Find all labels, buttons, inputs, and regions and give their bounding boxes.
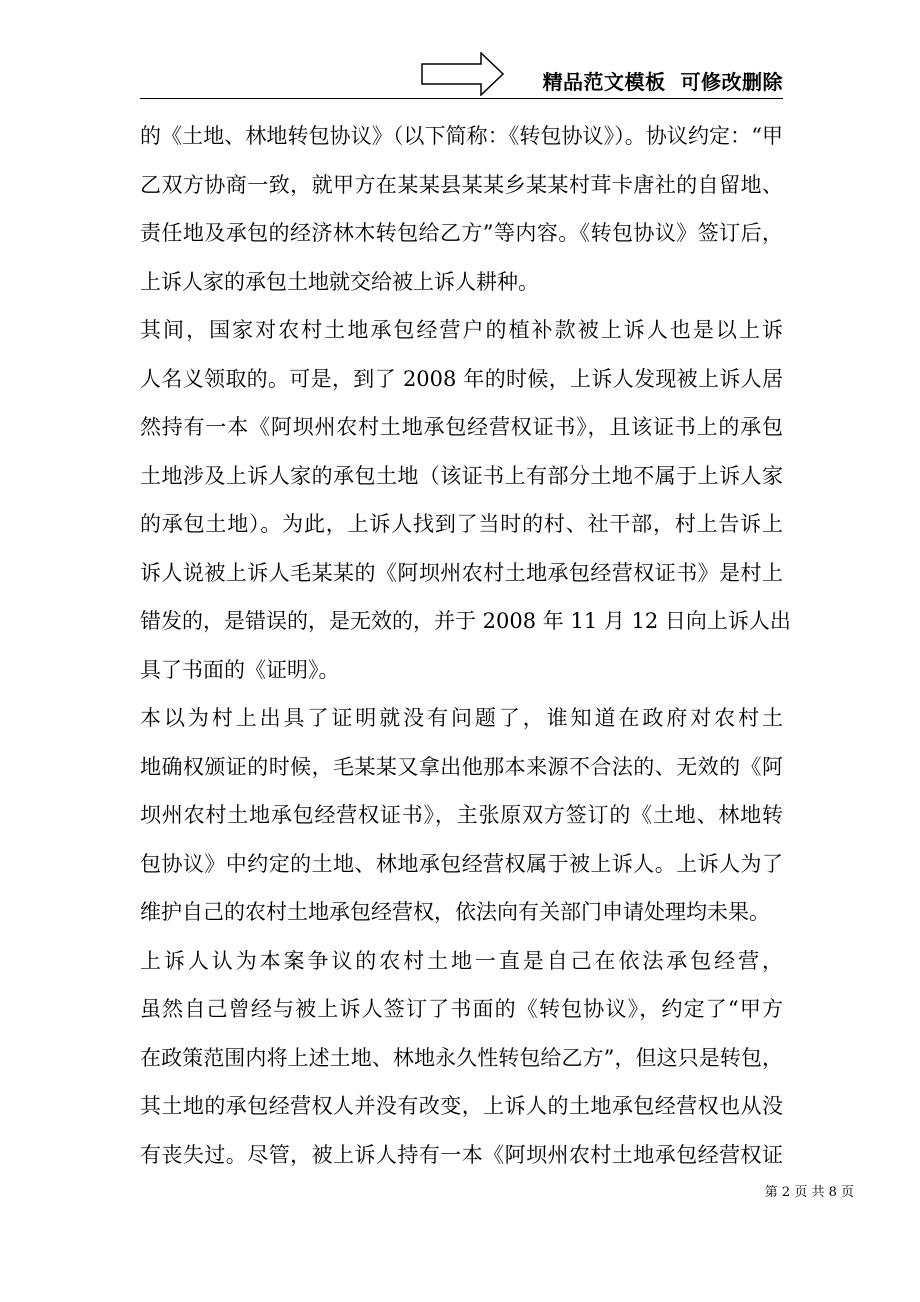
text-line: 维护自己的农村土地承包经营权，依法向有关部门申请处理均未果。 bbox=[140, 900, 770, 924]
text-line: 坝州农村土地承包经营权证书》，主张原双方签订的《土地、林地转 bbox=[140, 803, 783, 827]
text-line: 虽然自己曾经与被上诉人签订了书面的《转包协议》，约定了“甲方 bbox=[140, 997, 783, 1021]
text-line: 土地涉及上诉人家的承包土地（该证书上有部分土地不属于上诉人家 bbox=[140, 463, 783, 488]
header-title: 精品范文模板 可修改删除 bbox=[542, 70, 783, 94]
text-line: 有丧失过。尽管，被上诉人持有一本《阿坝州农村土地承包经营权证 bbox=[140, 1142, 783, 1167]
text-line: 本以为村上出具了证明就没有问题了，谁知道在政府对农村土 bbox=[140, 706, 783, 730]
text-line: 的《土地、林地转包协议》（以下简称：《转包协议》）。协议约定：“甲 bbox=[140, 124, 783, 148]
text-line: 上诉人家的承包土地就交给被上诉人耕种。 bbox=[140, 269, 539, 294]
text-line: 乙双方协商一致，就甲方在某某县某某乡某某村茸卡唐社的自留地、 bbox=[140, 172, 783, 197]
page-number: 第 2 页 共 8 页 bbox=[764, 1185, 854, 1200]
text-line: 包协议》中约定的土地、林地承包经营权属于被上诉人。上诉人为了 bbox=[140, 851, 783, 876]
text-line: 上诉人认为本案争议的农村土地一直是自己在依法承包经营， bbox=[140, 948, 783, 973]
page-header bbox=[140, 48, 783, 100]
text-line: 其土地的承包经营权人并没有改变，上诉人的土地承包经营权也从没 bbox=[140, 1094, 783, 1118]
text-line: 然持有一本《阿坝州农村土地承包经营权证书》，且该证书上的承包 bbox=[140, 415, 783, 439]
text-line: 人名义领取的。可是，到了 2008 年的时候，上诉人发现被上诉人居 bbox=[140, 366, 783, 391]
text-line: 地确权颁证的时候，毛某某又拿出他那本来源不合法的、无效的《阿 bbox=[140, 754, 783, 779]
text-line: 责任地及承包的经济林木转包给乙方”等内容。《转包协议》签订后， bbox=[140, 221, 783, 245]
text-line: 在政策范围内将上述土地、林地永久性转包给乙方”，但这只是转包， bbox=[140, 1045, 783, 1070]
text-line: 其间，国家对农村土地承包经营户的植补款被上诉人也是以上诉 bbox=[140, 318, 783, 342]
arrow-right-icon bbox=[421, 52, 505, 96]
document-body bbox=[140, 112, 791, 1179]
text-line: 诉人说被上诉人毛某某的《阿坝州农村土地承包经营权证书》是村上 bbox=[140, 560, 783, 585]
text-line: 错发的，是错误的，是无效的，并于 2008 年 11 月 12 日向上诉人出 bbox=[140, 609, 791, 633]
text-line: 的承包土地）。为此，上诉人找到了当时的村、社干部，村上告诉上 bbox=[140, 512, 783, 536]
text-line: 具了书面的《证明》。 bbox=[140, 657, 340, 682]
header-divider bbox=[140, 98, 783, 99]
